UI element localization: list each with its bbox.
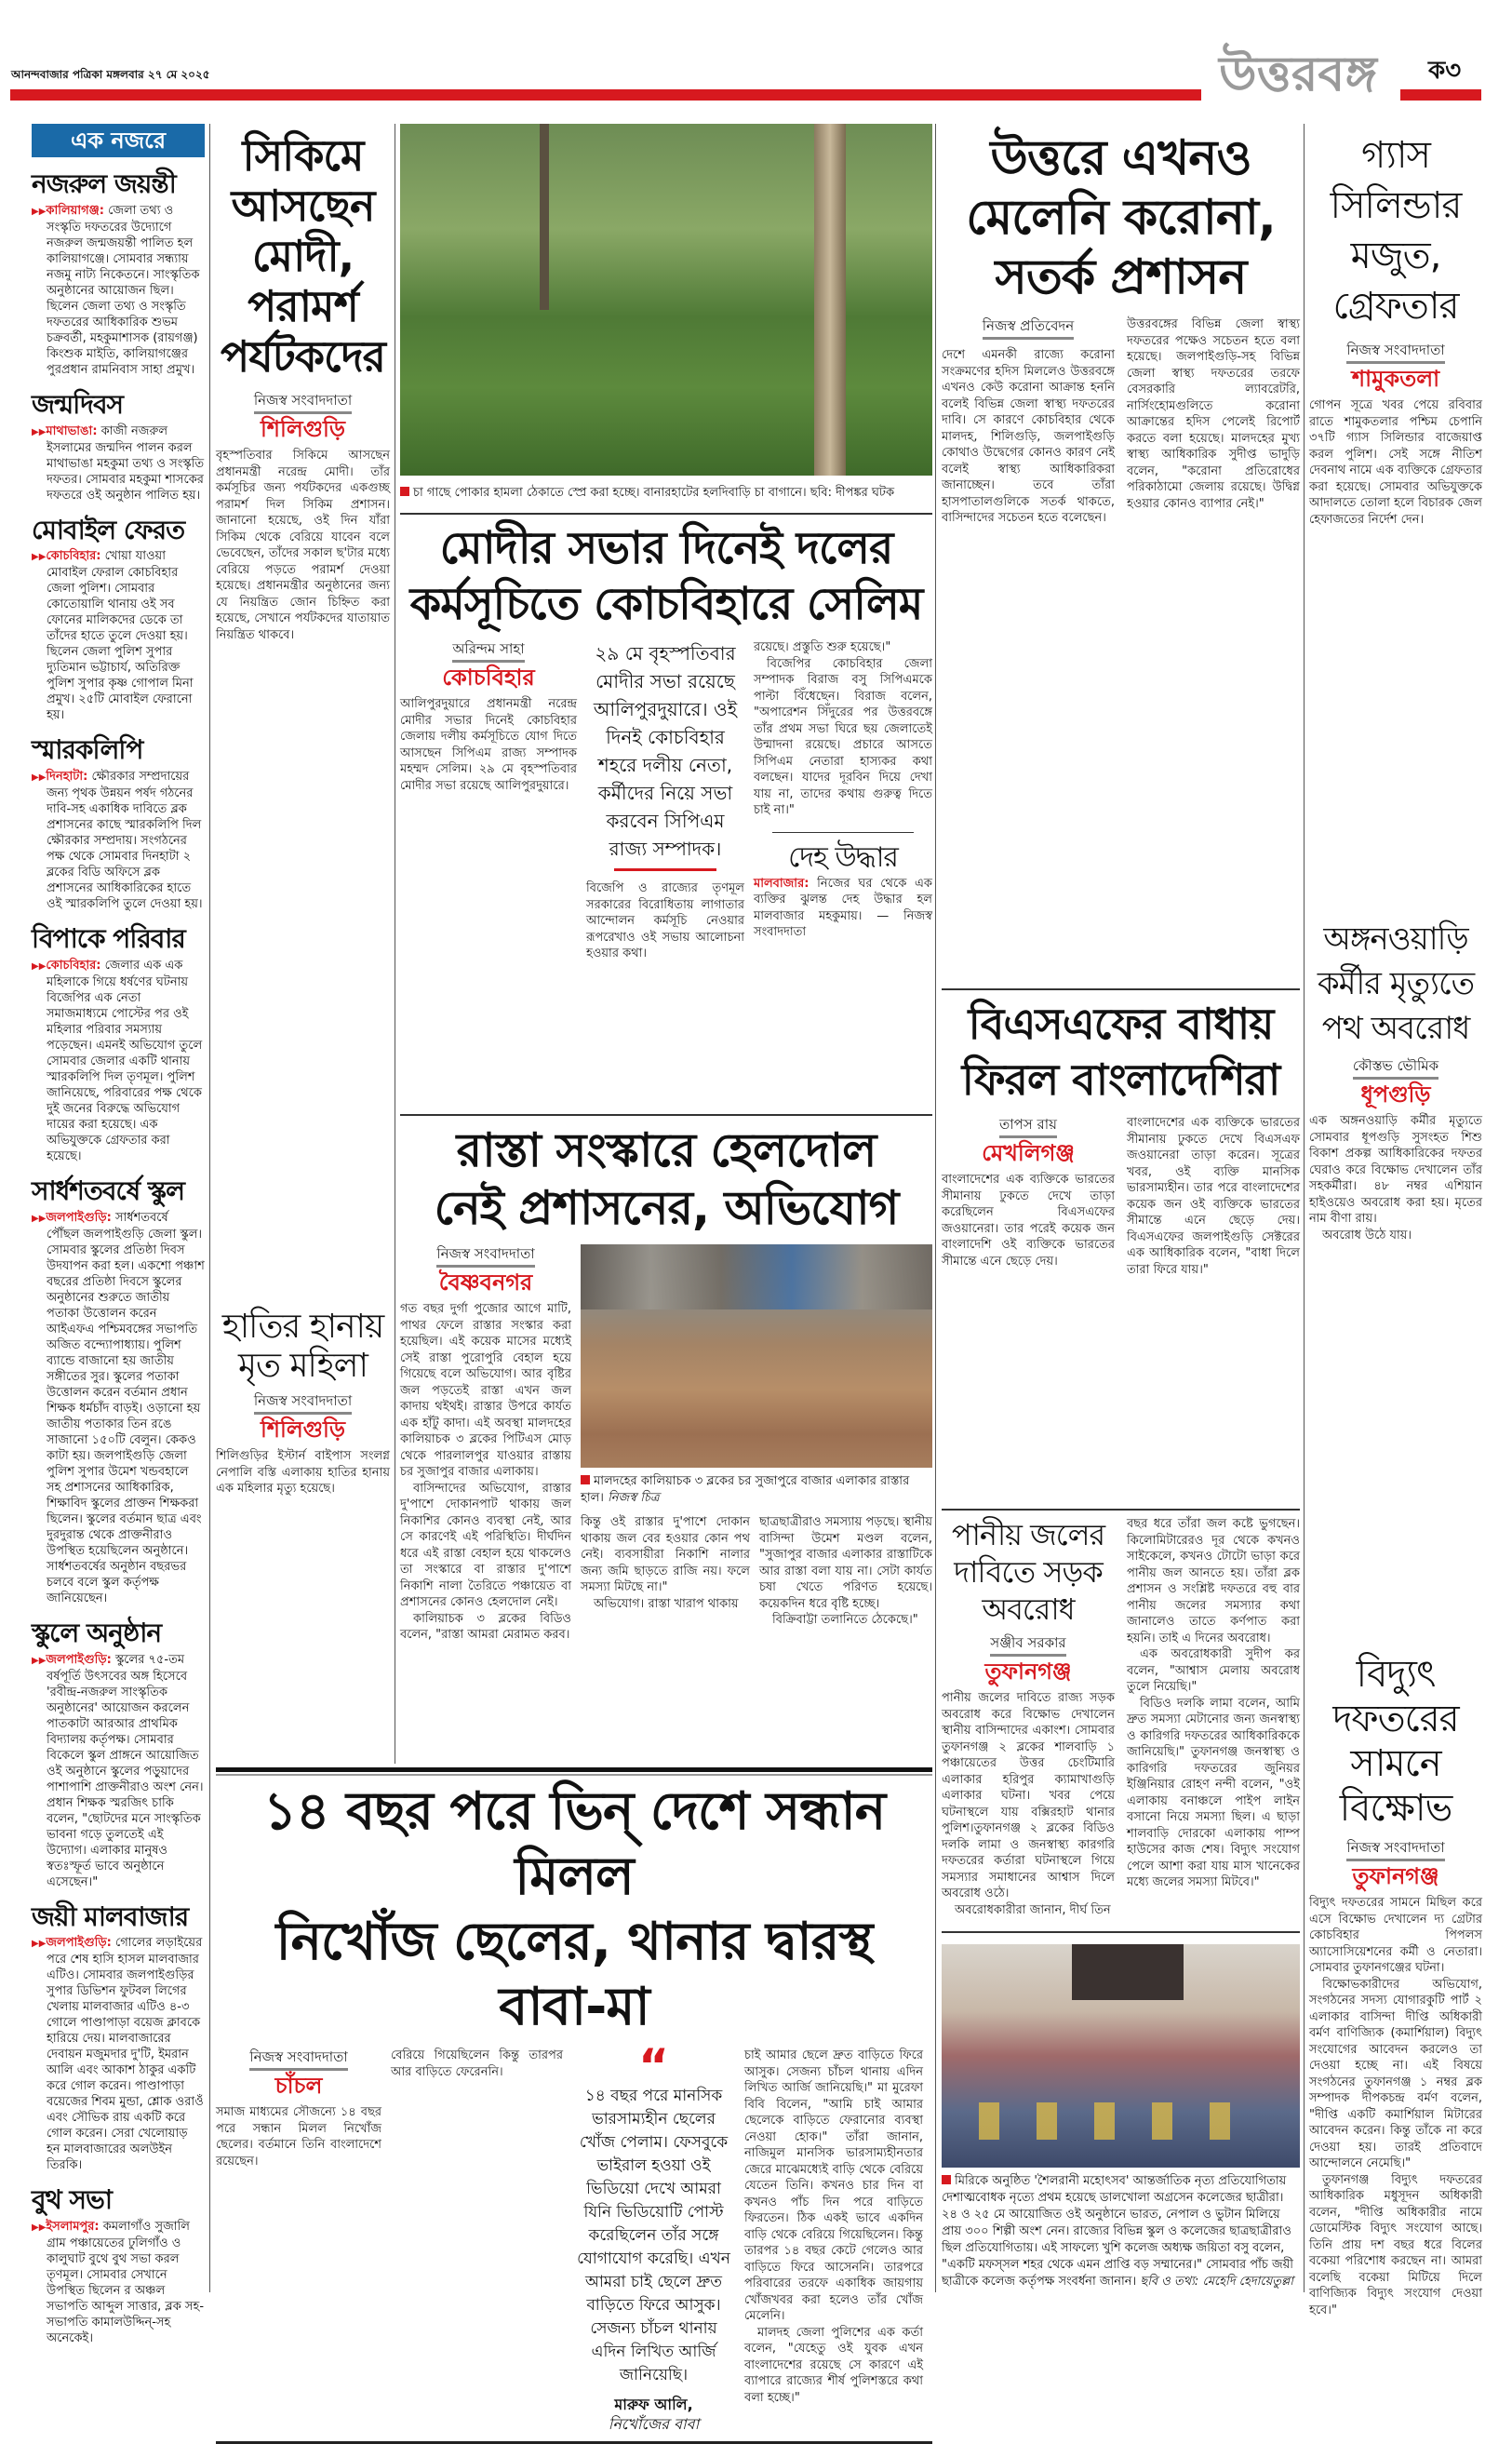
missing-col3 [572, 2039, 735, 2434]
modi-col2 [586, 639, 744, 962]
brief-title: নজরুল জয়ন্তী [32, 168, 176, 199]
water-body-col2: বছর ধরে তাঁরা জল কষ্টে ভুগছেন। কিলোমিটারেরও দূর থেকে কখনও সাইকেলে, কখনও টোটো ভাড়া করে পানীয় জল আনতে হয়। তাঁরা ব্লক প্রশাসন ও সংশ্লিষ্ট দফতরে বহু বার পানীয় জলের সমস্যার কথা জানালেও তাতে কর্ণপাত করা হয়নি। তাই এ দিনের অবরোধ। এক অবরোধকারী সুদীপ কর বলেন, "আশ্বাস মেলায় অবরোধ তুলে নিয়েছি।" বিডিও দলকি লামা বলেন, আমি দ্রুত সমস্যা মেটানোর জন্য জনস্বাস্থ্য ও কারিগরি দফতরের আধিকারিককে জানিয়েছি।" তুফানগঞ্জ জনস্বাস্থ্য ও কারিগরি দফতরের জুনিয়র ইঞ্জিনিয়ার রোহণ নন্দী বলেন, "ওই এলাকায় বনাঞ্চলে পাইপ লাইন বসানো নিয়ে সমস্যা ছিল। এ ছাড়া শালবাড়ি দোরকো এলাকায় পাম্প হাউসের কাজ শেষ। বিদ্যুৎ সংযোগ পেলে আশা করা যায় মাস খানেকের মধ্যে জলের সমস্যা মিটবে।" [1127, 1517, 1300, 1889]
headline-corona: উত্তরে এখনও মেলেনি করোনা, সতর্ক প্রশাসন [966, 130, 1276, 305]
brief-body: গোলের লড়াইয়ের পরে শেষ হাসি হাসল মালবাজার এটিও। সোমবার জলপাইগুড়ির সুপার ডিভিশন ফুটবল লিগের খেলায় মালবাজার এটিও ৪-৩ গোলে পাণ্ডাপাড়া বয়েজ ক্লাবকে হারিয়ে দেয়। মালবাজারের দেবায়ন মজুমদার দু'টি, ইমরান আলি এবং আকাশ ঠাকুর একটি করে গোল করেন। পাণ্ডাপাড়া বয়েজের শিবম মুন্ডা, শ্লোক ওরাওঁ এবং সৌভিক রায় একটি করে গোল করেন। সেরা খেলোয়াড় হন মালবাজারের অলউইন তিরকি। [47, 1936, 204, 2173]
article-missing-son [216, 1767, 932, 2444]
modi-columns [400, 639, 932, 962]
bsf-body-col2: বাংলাদেশের এক ব্যক্তিকে ভারতের সীমানায় ঢুকতে দেখে বিএসএফ জওয়ানেরা তাড়া করেন। সূত্রের খবর, ওই ব্যক্তি মানসিক ভারসাম্যহীন। তার পরে বাংলাদেশের কয়েক জন ওই ব্যক্তিকে ভারতের সীমান্তে এনে ছেড়ে দেয়। বিএসএফের জলপাইগুড়ি সেক্টরের এক আধিকারিক বলেন, "বাধা দিলে তারা ফিরে যায়।" [1127, 1116, 1300, 1277]
brief-title: স্মারকলিপি [32, 734, 143, 766]
brief-item [32, 1900, 205, 2174]
dateline-place: কোচবিহার [442, 665, 535, 691]
byline: নিজস্ব প্রতিবেদন [942, 316, 1115, 340]
shelf [1072, 1944, 1184, 2000]
article-bsf [942, 996, 1300, 1503]
section-rule [942, 1931, 1300, 1933]
corona-body-col1: দেশে এমনকী রাজ্যে করোনা সংক্রমণের হদিস মিললেও উত্তরবঙ্গে এখনও কেউ করোনা আক্রান্ত হননি বলেই বিভিন্ন জেলা স্বাস্থ্য দফতরের দাবি। সে কারণে কোচবিহার থেকে মালদহ, শিলিগুড়ি, জলপাইগুড়ি কোথাও উদ্বেগের কোনও কারণ নেই বলেই স্বাস্থ্য আধিকারিকরা জানাচ্ছেন। তবে তাঁরা হাসপাতালগুলিকে সতর্ক থাকতে, বাসিন্দাদের সচেতন হতে বলেছেন। [942, 348, 1115, 525]
headline: হাতির হানায় মৃত মহিলা [221, 1308, 384, 1385]
road-lower-columns [581, 1514, 932, 1629]
article-body: শিলিগুড়ির ইস্টার্ন বাইপাস সংলগ্ন নেপালি বস্তি এলাকায় হাতির হানায় এক মহিলার মৃত্যু হয়েছে। [216, 1449, 390, 1496]
brief-text [32, 423, 205, 504]
caption-marker-icon [581, 1475, 590, 1484]
brief-item [32, 388, 205, 504]
headline-road: রাস্তা সংস্কারে হেলদোল নেই প্রশাসনের, অভিযোগ [434, 1123, 899, 1235]
dateline-place: শিলিগুড়ি [260, 1417, 346, 1443]
gas-body: গোপন সূত্রে খবর পেয়ে রবিবার রাতে শামুকতলার পশ্চিম চেপানি ৩৭টি গ্যাস সিলিন্ডার বাজেয়াপ্ত করল পুলিশ। সেই সঙ্গে নীতিশ দেবনাথ নামে এক ব্যক্তিকে গ্রেফতার করা হয়েছে। সোমবার অভিযুক্তকে আদালতে তোলা হলে বিচারক জেল হেফাজতের নির্দেশ দেন। [1309, 398, 1482, 527]
caption-marker-icon [400, 487, 409, 496]
missing-body-col2: বেরিয়ে গিয়েছিলেন কিন্তু তারপর আর বাড়িতে ফেরেননি। [391, 2048, 563, 2079]
brief-place: কোচবিহার: [46, 958, 101, 973]
road-col1 [400, 1244, 571, 1644]
brief-place: কালিয়াগঞ্জ: [46, 203, 104, 218]
photo-caption: চা গাছে পোকার হামলা ঠেকাতে স্প্রে করা হচ্ছে। বানারহাটের হলদিবাড়ি চা বাগানে। ছবি: দীপঙ্কর ঘটক [400, 485, 932, 502]
quote-mark-icon: “ [638, 2039, 669, 2093]
section-rule-thin [216, 1774, 932, 1776]
modi-body-col3: রয়েছে। প্রস্তুতি শুরু হয়েছে।" বিজেপির কোচবিহার জেলা সম্পাদক বিরাজ বসু সিপিএমকে পাল্টা বিঁধেছেন। বিরাজ বলেন, "অপারেশন সিঁদুরের পর উত্তরবঙ্গে তাঁর প্রথম সভা ঘিরে ছয় জেলাতেই উন্মাদনা রয়েছে। প্রচারে আসতে সিপিএম নেতারা হাস্যকর কথা বলছেন। যাদের দূরবিন দিয়ে দেখা যায় না, তাদের কথায় গুরুত্ব দিতে চাই না।" [754, 640, 932, 817]
brief-body: জেলার এক এক মহিলাকে গিয়ে ধর্ষণের ঘটনায় বিজেপির এক নেতা সমাজমাধ্যমে পোস্টের পর ওই মহিলার পরিবার সমস্যায় পড়েছেন। এমনই অভিযোগ তুলে সোমবার জেলার একটি থানায় স্মারকলিপি দিল তৃণমূল। পুলিশ জানিয়েছে, পরিবারের পক্ষ থেকে দুই জনের বিরুদ্ধে অভিযোগ দায়ের করা হয়েছে। এক অভিযুক্তকে গ্রেফতার করা হয়েছে। [47, 958, 203, 1163]
water-body-col1: পানীয় জলের দাবিতে রাজ্য সড়ক অবরোধ করে বিক্ষোভ দেখালেন স্থানীয় বাসিন্দাদের একাংশ। সোমবার তুফানগঞ্জ ২ ব্লকের শালবাড়ি ১ পঞ্চায়েতের উত্তর চেংটিমারি এলাকার হরিপুর ক্যামাখাগুড়ি এলাকার ঘটনা। খবর পেয়ে ঘটনাস্থলে যায় বক্সিরহাট থানার পুলিশ।তুফানগঞ্জ ২ ব্লকের বিডিও দলকি লামা ও জনস্বাস্থ্য কারগরি দফতরের কর্তারা ঘটনাস্থলে গিয়ে সমস্যার সমাধানের আশ্বাস দিলে অবরোধ ওঠে। অবরোধকারীরা জানান, দীর্ঘ তিন [942, 1691, 1115, 1917]
section-title: উত্তরবঙ্গ [1219, 47, 1377, 102]
brief-item [32, 1177, 205, 1606]
left-mid-region [216, 124, 932, 2444]
article-sikkim [216, 130, 390, 1308]
double-arrow-icon: ▶▶ [32, 2222, 47, 2234]
byline: নিজস্ব সংবাদদাতা [1309, 341, 1482, 364]
bsf-col1 [942, 1115, 1115, 1269]
brief-body: কাজী নজরুল ইসলামের জন্মদিন পালন করল মাথাভাঙা মহকুমা তথ্য ও সংস্কৃতি দফতর। সোমবার মহকুমা শাসকের দফতরে ওই অনুষ্ঠান পালিত হয়। [47, 423, 205, 503]
trophies [979, 2102, 1258, 2140]
headline: সিকিমে আসছেন মোদী, পরামর্শ পর্যটকদের [221, 130, 385, 382]
article-electricity [1309, 1652, 1482, 2318]
middle-column [400, 124, 932, 1764]
corona-body-col2: উত্তরবঙ্গের বিভিন্ন জেলা স্বাস্থ্য দফতরের পক্ষেও সচেতন হতে বলা হয়েছে। জলপাইগুড়ি-সহ বিভিন্ন জেলা স্বাস্থ্য দফতরের তরফে বেসরকারি ল্যাবরেটরি, নার্সিংহোমগুলিতে করোনা আক্রান্তের হদিস পেলেই রিপোর্ট করতে বলা হয়েছে। মালদহের মুখ্য স্বাস্থ্য আধিকারিক সুদীপ্ত ভাদুড়ি বলেন, "করোনা প্রতিরোধের পরিকাঠামো জেলায় রয়েছে। উদ্বিগ্ন হওয়ার কোনও ব্যাপার নেই।" [1127, 317, 1300, 511]
caption-marker-icon [942, 2175, 951, 2184]
brief-item [32, 514, 205, 724]
brief-body: জেলা তথ্য ও সংস্কৃতি দফতরের উদ্যোগে নজরুল জন্মজয়ন্তী পালিত হল কালিয়াগঞ্জে। সোমবার সন্ধ্যায় নজমু নাট্য নিকেতনে। সাংস্কৃতিক অনুষ্ঠানের আয়োজন ছিল। ছিলেন জেলা তথ্য ও সংস্কৃতি দফতরের আধিকারিক শুভম চক্রবর্তী, মহকুমাশাসক (রায়গঞ্জ) কিংশুক মাইতি, কালিয়াগঞ্জের পুরপ্রধান রামনিবাস সাহা প্রমুখ। [47, 203, 200, 377]
tea-garden-photo [400, 124, 932, 476]
brief-place: জলপাইগুড়ি: [46, 1210, 112, 1225]
dateline-place: বৈষ্ণবনগর [438, 1269, 533, 1296]
headline-gas: গ্যাস সিলিন্ডার মজুত, গ্রেফতার [1330, 134, 1462, 328]
article-gas [1309, 130, 1482, 917]
double-arrow-icon: ▶▶ [32, 426, 47, 437]
missing-columns [216, 2039, 932, 2434]
dance-photo-caption: মিরিকে অনুষ্ঠিত 'শৈলরানী মহোৎসব' আন্তর্জাতিক নৃত্য প্রতিযোগিতায় দেশাত্মবোধক নৃত্যে প্রথম হয়েছে ডালখোলা অগ্রসেন কলেজের ছাত্রীরা। ২৪ ও ২৫ মে আয়োজিত ওই অনুষ্ঠানে ভারত, নেপাল ও ভুটান মিলিয়ে প্রায় ৩০০ শিল্পী অংশ নেন। রাজ্যের বিভিন্ন স্কুল ও কলেজের ছাত্রছাত্রীরাও ছিল প্রতিযোগিতায়। এই সাফল্যে খুশি কলেজ অধ্যক্ষ জয়িতা বসু বলেন, "একটি মফস্‌সল শহর থেকে এমন প্রাপ্তি বড় সম্মানের।" সোমবার পাঁচ জয়ী ছাত্রীকে কলেজ কর্তৃপক্ষ সংবর্ধনা জানান। ছবি ও তথ্য: মেহেদি হেদায়েতুল্লা [942, 2174, 1294, 2289]
bsf-body-col1: বাংলাদেশের এক ব্যক্তিকে ভারতের সীমানায় ঢুকতে দেখে তাড়া করেছিলেন বিএসএফের জওয়ানেরা। তার পরেই কয়েক জন বাংলাদেশি ওই ব্যক্তিকে ভারতের সীমান্তে এনে ছেড়ে দেয়। [942, 1173, 1115, 1269]
right-column [1309, 130, 1482, 2318]
brief-place: মাথাভাঙা: [46, 423, 98, 438]
headline-electricity: বিদ্যুৎ দফতরের সামনে বিক্ষোভ [1332, 1653, 1459, 1830]
dateline-place: ধূপগুড়ি [1360, 1081, 1431, 1108]
masthead [0, 0, 1512, 121]
page-number: ক৩ [1428, 57, 1462, 85]
headline-water: পানীয় জলের দাবিতে সড়ক অবরোধ [951, 1517, 1105, 1627]
anganwadi-body: এক অঙ্গনওয়াড়ি কর্মীর মৃত্যুতে সোমবার ধূপগুড়ি সুসংহত শিশু বিকাশ প্রকল্প আধিকারিকের দফতর ঘেরাও করে বিক্ষোভ দেখালেন তাঁর সহকর্মীরা। ৪৮ নম্বর এশিয়ান হাইওয়েও অবরোধ করা হয়। মৃতের নাম বীণা রায়। অবরোধ উঠে যায়। [1309, 1114, 1482, 1242]
ek-nojore-column [32, 124, 205, 2346]
byline: কৌস্তভ ভৌমিক [1309, 1056, 1482, 1080]
headline-body-found: দেহ উদ্ধার [788, 840, 898, 874]
brief-item [32, 925, 205, 1164]
road-columns [400, 1244, 932, 1644]
article-corona [942, 128, 1300, 983]
byline: নিজস্ব সংবাদদাতা [216, 391, 390, 414]
section-rule [400, 513, 932, 515]
section-rule-thick [216, 1767, 932, 1772]
brief-item [32, 170, 205, 378]
article-body: বৃহস্পতিবার সিকিমে আসছেন প্রধানমন্ত্রী নরেন্দ্র মোদী। তাঁর কর্মসূচির জন্য পর্যটকদের একগুচ্ছ পরামর্শ দিল সিকিম প্রশাসন। জানানো হয়েছে, ওই দিন যাঁরা সিকিম থেকে বেরিয়ে যাবেন বলে ভেবেছেন, তাঁদের সকাল ছ'টার মধ্যে বেরিয়ে পড়তে পরামর্শ দেওয়া হয়েছে। প্রধানমন্ত্রীর অনুষ্ঠানের জন্য যে নিয়ন্ত্রিত জোন চিহ্নিত করা হয়েছে, সেখানে পর্যটকদের যাতায়াত নিয়ন্ত্রিত থাকবে। [216, 449, 390, 642]
corona-col1 [942, 316, 1115, 527]
brief-text [32, 958, 205, 1164]
byline: নিজস্ব সংবাদদাতা [400, 1244, 571, 1268]
headline-anganwadi: অঙ্গনওয়াড়ি কর্মীর মৃত্যুতে পথ অবরোধ [1317, 920, 1475, 1047]
quote-attribution: মারুফ আলি, নিখোঁজের বাবা [608, 2396, 700, 2433]
road-photo-caption: মালদহের কালিয়াচক ৩ ব্লকের চর সুজাপুরে বাজার এলাকার রাস্তার হাল। নিজস্ব চিত্র [581, 1474, 910, 1505]
tree-trunk [814, 124, 846, 476]
brief-place: ইসলামপুর: [46, 2220, 100, 2235]
double-arrow-icon: ▶▶ [32, 1655, 47, 1666]
brief-text [32, 769, 205, 912]
missing-col1 [216, 2048, 381, 2169]
road-body-col3: ছাত্রছাত্রীরাও সমস্যায় পড়ছে। স্থানীয় বাসিন্দা উমেশ মণ্ডল বলেন, "সুজাপুর বাজার এলাকার রাস্তাটিকে আর রাস্তা বলা যায় না। সেটা কার্যত চষা খেতে পরিণত হয়েছে। কয়েকদিন ধরে বৃষ্টি হচ্ছে। বিক্রিবাট্টা তলানিতে ঠেকেছে।" [759, 1515, 932, 1627]
road-photo [581, 1244, 932, 1468]
shop-fronts [581, 1244, 932, 1309]
electricity-body: বিদ্যুৎ দফতরের সামনে মিছিল করে এসে বিক্ষোভ দেখালেন দ্য গ্রেটার কোচবিহার পিপলস অ্যাসোসিয়েশনের কর্মী ও নেতারা। সোমবার তুফানগঞ্জের ঘটনা। বিক্ষোভকারীদের অভিযোগ, সংগঠনের সদস্য যোগারকুটি পার্ট ২ এলাকার বাসিন্দা দীপ্তি অধিকারী বর্মণ বাণিজ্যিক (কমার্শিয়াল) বিদ্যুৎ সংযোগের আবেদন করলেও তা দেওয়া হচ্ছে না। এই বিষয়ে সংগঠনের তুফানগঞ্জ ১ নম্বর ব্লক সম্পাদক দীপকচন্দ্র বর্মণ বলেন, "দীপ্তি একটি কমার্শিয়াল মিটারের আবেদন করেন। কিন্তু তাঁকে না করে দেওয়া হয়। তারই প্রতিবাদে আন্দোলনে নেমেছি।" তুফানগঞ্জ বিদ্যুৎ দফতরের আধিকারিক মধুসূদন অধিকারী বলেন, "দীপ্তি অধিকারীর নামে ডোমেস্টিক বিদ্যুৎ সংযোগ আছে। তিনি প্রায় দশ বছর ধরে বিলের বকেয়া পরিশোধ করছেন না। আমরা বলেছি বকেয়া মিটিয়ে দিলে বাণিজ্যিক বিদ্যুৎ সংযোগ দেওয়া হবে।" [1309, 1896, 1482, 2317]
brief-list [32, 170, 205, 2346]
section-rule [942, 1509, 1300, 1511]
brief-body: খোয়া যাওয়া মোবাইল ফেরাল কোচবিহার জেলা পুলিশ। সোমবার কোতোয়ালি থানায় ওই সব ফোনের মালিকদের ডেকে তা তাঁদের হাতে তুলে দেওয়া হয়। ছিলেন জেলা পুলিশ সুপার দ্যুতিমান ভট্টাচার্য, অতিরিক্ত পুলিশ সুপার কৃষ্ণ গোপাল মিনা প্রমুখ। ২৫টি মোবাইল ফেরানো হয়। [47, 549, 194, 723]
brief-text [32, 203, 205, 378]
road-body-col1: গত বছর দুর্গা পুজোর আগে মাটি, পাথর ফেলে রাস্তার সংস্কার করা হয়েছিল। এই কয়েক মাসের মধ্যেই সেই রাস্তা পুরোপুরি বেহাল হয়ে গিয়েছে বলে অভিযোগ। আর বৃষ্টির জল পড়তেই রাস্তা এখন জল কাদায় থইথই। রাস্তার উপরে কার্যত এক হাঁটু কাদা। এই অবস্থা মালদহের কালিয়াচক ৩ ব্লকের পিটিএস মোড় থেকে পারলালপুর যাওয়ার রাস্তায় চর সুজাপুর বাজার এলাকায়। বাসিন্দাদের অভিযোগ, রাস্তার দু'পাশে দোকানপাট থাকায় জল নিকাশির কোনও ব্যবস্থা নেই, আর সে কারণেই এই পরিস্থিতি। দীর্ঘদিন ধরে এই রাস্তা বেহাল হয়ে থাকলেও তা সংস্কারে বা রাস্তার দু'পাশে নিকাশি নালা তৈরিতে পঞ্চায়েত বা প্রশাসনের কোনও হেলদোল নেই। কালিয়াচক ৩ ব্লকের বিডিও বলেন, "রাস্তা আমরা মেরামত করব। [400, 1302, 571, 1642]
article-anganwadi [1309, 917, 1482, 1652]
water-col1 [942, 1516, 1115, 1918]
byline: সঞ্জীব সরকার [942, 1633, 1115, 1657]
brief-text [32, 2219, 205, 2346]
double-arrow-icon: ▶▶ [32, 1939, 47, 1950]
article-road [400, 1121, 932, 1764]
missing-body-col1: সমাজ মাধ্যমের সৌজন্যে ১৪ বছর পরে সন্ধান মিলল নিখোঁজ ছেলের। বর্তমানে তিনি বাংলাদেশে রয়েছেন। [216, 2105, 381, 2169]
brief-item [32, 1619, 205, 1890]
brief-title: বুথ সভা [32, 2184, 112, 2216]
brief-title: সার্ধশতবর্ষে স্কুল [32, 1175, 184, 1206]
corona-columns [942, 316, 1300, 527]
brief-title: বিপাকে পরিবার [32, 923, 185, 955]
brief-title: স্কুলে অনুষ্ঠান [32, 1617, 162, 1648]
modi-body-col2: বিজেপি ও রাজ্যের তৃণমূল সরকারের বিরোধিতায় লাগাতার আন্দোলন কর্মসূচি নেওয়ার রূপরেখাও ওই সভায় আলোচনা হওয়ার কথা। [586, 881, 744, 960]
bsf-columns [942, 1115, 1300, 1278]
sidebar-title: এক নজরে [32, 124, 205, 157]
dateline-place: তুফানগঞ্জ [984, 1658, 1072, 1685]
headline-bsf: বিএসএফের বাধায় ফিরল বাংলাদেশিরা [961, 999, 1280, 1105]
byline: তাপস রায় [942, 1115, 1115, 1138]
double-arrow-icon: ▶▶ [32, 206, 47, 217]
brief-place: দিনহাটা: [46, 770, 88, 785]
brief-body: কমলাগাঁও সুজালি গ্রাম পঞ্চায়েতের ঢুলিগাঁও ও কালুঘাট বুথে বুথ সভা করল তৃণমূল। সোমবার সেখানে উপস্থিত ছিলেন র অঞ্চল সভাপতি আব্দুল সাত্তার, ব্লক সহ-সভাপতি কামালউদ্দিন্-সহ অনেকেই। [47, 2220, 205, 2346]
dateline-place: তুফানগঞ্জ [1352, 1863, 1439, 1889]
tree-trunk [540, 124, 549, 310]
dance-winners-photo [942, 1944, 1300, 2168]
body-found-text: মালবাজার: নিজের ঘর থেকে এক ব্যক্তির ঝুলন্ত দেহ উদ্ধার হল মালবাজার মহকুমায়। — নিজস্ব সংবাদদাতা [754, 876, 932, 939]
dateline-place: মেখলিগঞ্জ [982, 1140, 1075, 1166]
double-arrow-icon: ▶▶ [32, 1213, 47, 1224]
byline: নিজস্ব সংবাদদাতা [1309, 1838, 1482, 1861]
road-right [581, 1244, 932, 1629]
section-rule [400, 1114, 932, 1116]
section-rule [942, 988, 1300, 990]
red-bar-left [10, 89, 1201, 101]
missing-pull-quote: ১৪ বছর পরে মানসিক ভারসাম্যহীন ছেলের খোঁজ পেলাম। ফেসবুকে ভাইরাল হওয়া ওই ভিডিয়ো দেখে আমরা যিনি ভিডিয়োটি পোস্ট করেছিলেন তাঁর সঙ্গে যোগাযোগ করেছি। এখন আমরা চাই ছেলে দ্রুত বাড়িতে ফিরে আসুক। সেজন্য চাঁচল থানায় এদিন লিখিত আর্জি জানিয়েছি। [577, 2087, 730, 2384]
brief-text [32, 1210, 205, 1606]
dateline-place: শিলিগুড়ি [260, 416, 346, 442]
column-2 [216, 124, 390, 1497]
modi-col3 [754, 639, 932, 941]
brief-body: স্কুলের ৭৫-তম বর্ষপূর্তি উৎসবের অঙ্গ হিসেবে 'রবীন্দ্র-নজরুল সাংস্কৃতিক অনুষ্ঠানের' আয়োজন করলেন পাতকাটা আরআর প্রাথমিক বিদ্যালয় কর্তৃপক্ষ। সোমবার বিকেলে স্কুল প্রাঙ্গনে আয়োজিত ওই অনুষ্ঠানে স্কুলের পড়ুয়াদের পাশাপাশি প্রাক্তনীরাও অংশ নেন। প্রধান শিক্ষক স্মরজিৎ চাকি বলেন, "ছোটদের মনে সাংস্কৃতিক ভাবনা গড়ে তুলতেই এই উদ্যোগ। এলাকার মানুষও স্বতঃস্ফূর্ত ভাবে অনুষ্ঠানে এসেছেন।" [47, 1652, 204, 1889]
headline-modi-rally: মোদীর সভার দিনেই দলের কর্মসূচিতে কোচবিহারে সেলিম [409, 522, 923, 630]
byline: নিজস্ব সংবাদদাতা [216, 1391, 390, 1415]
byline: অরিন্দম সাহা [400, 639, 577, 663]
right-mid-column [942, 128, 1300, 2290]
upper-row [216, 124, 932, 1764]
modi-body-col1: আলিপুরদুয়ারে প্রধানমন্ত্রী নরেন্দ্র মোদীর সভার দিনেই কোচবিহার জেলায় দলীয় কর্মসূচিতে যোগ দিতে আসছেন সিপিএম রাজ্য সম্পাদক মহম্মদ সেলিম। ২৯ মে বৃহস্পতিবার মোদীর সভা রয়েছে আলিপুরদুয়ারে। [400, 697, 577, 793]
article-modi-rally [400, 520, 932, 1108]
brief-text [32, 548, 205, 723]
double-arrow-icon: ▶▶ [32, 552, 47, 563]
double-arrow-icon: ▶▶ [32, 772, 47, 784]
brief-title: জয়ী মালবাজার [32, 1900, 189, 1932]
column-divider [935, 124, 936, 2292]
brief-text [32, 1652, 205, 1890]
column-divider [1304, 124, 1305, 2292]
paper-date-line: আনন্দবাজার পত্রিকা মঙ্গলবার ২৭ মে ২০২৫ [11, 68, 210, 81]
rule [772, 832, 914, 833]
brief-place: জলপাইগুড়ি: [46, 1652, 112, 1667]
brief-body: ক্ষৌরকার সম্প্রদায়ের জন্য পৃথক উন্নয়ন পর্ষদ গঠনের দাবি-সহ একাধিক দাবিতে ব্লক প্রশাসনের কাছে স্মারকলিপি দিল ক্ষৌরকার সম্প্রদায়। সংগঠনের পক্ষ থেকে সোমবার দিনহাটা ২ ব্লকের বিডি অফিসে ব্লক প্রশাসনের আধিকারিকের হাতে ওই স্মারকলিপি তুলে দেওয়া হয়। [47, 770, 203, 912]
column-divider [209, 124, 210, 2292]
brief-item [32, 736, 205, 912]
brief-item [32, 2186, 205, 2346]
modi-col1 [400, 639, 577, 794]
brief-title: জন্মদিবস [32, 388, 124, 420]
dateline-place: চাঁচল [274, 2073, 323, 2099]
missing-body-col4: চাই আমার ছেলে দ্রুত বাড়িতে ফিরে আসুক। সেজন্য চাঁচল থানায় এদিন লিখিত আর্জি জানিয়েছি।" মা মুরেফা বিবি বিলেন, "আমি চাই আমার ছেলেকে বাড়িতে ফেরানোর ব্যবস্থা নেওয়া হোক।" তাঁরা জানান, নাজিমুল মানসিক ভারসাম্যহীনতার জেরে মাঝেমধ্যেই বাড়ি থেকে বেরিয়ে যেতেন তিনি। কখনও চার দিন বা কখনও পাঁচ দিন পরে বাড়িতে ফিরতেন। ঠিক একই ভাবে একদিন বাড়ি থেকে বেরিয়ে গিয়েছিলেন। কিন্তু তারপর ১৪ বছর কেটে গেলেও আর বাড়িতে ফিরে আসেননি। তারপরে পরিবারের তরফে একাধিক জায়গায় খোঁজখবর করা হলেও তাঁর খোঁজ মেলেনি। মালদহ জেলা পুলিশের এক কর্তা বলেন, "যেহেতু ওই যুবক এখন বাংলাদেশের রয়েছে সে কারণে এই ব্যাপারে রাজ্যের শীর্ষ পুলিশস্তরে কথা বলা হচ্ছে।" [744, 2048, 923, 2405]
article-elephant [216, 1308, 390, 1497]
double-arrow-icon: ▶▶ [32, 960, 47, 972]
modi-pull-quote: ২৯ মে বৃহস্পতিবার মোদীর সভা রয়েছে আলিপুরদুয়ারে। ওই দিনই কোচবিহার শহরে দলীয় নেতা, কর্মীদের নিয়ে সভা করবেন সিপিএম রাজ্য সম্পাদক। [593, 642, 738, 860]
pull-quote-underline [614, 868, 716, 871]
brief-title: মোবাইল ফেরত [32, 514, 185, 545]
article-water [942, 1516, 1300, 1926]
byline: নিজস্ব সংবাদদাতা [216, 2048, 381, 2071]
dateline-place: শামুকতলা [1351, 366, 1440, 392]
brief-place: কোচবিহার: [46, 549, 101, 564]
headline-missing-son: ১৪ বছর পরে ভিন্ দেশে সন্ধান মিলল নিখোঁজ ছেলের, থানার দ্বারস্থ বাবা-মা [262, 1781, 886, 2037]
road-body-col2: কিন্তু ওই রাস্তার দু'পাশে দোকান থাকায় জল বের হওয়ার কোন পথ নেই। ব্যবসায়ীরা নিকাশি নালার জন্য জমি ছাড়তে রাজি নয়। ফলে সমস্যা মিটছে না।" অভিযোগ। রাস্তা খারাপ থাকায় [581, 1515, 750, 1611]
brief-text [32, 1935, 205, 2173]
brief-body: সার্ধশতবর্ষে পৌঁছল জলপাইগুড়ি জেলা স্কুল। সোমবার স্কুলের প্রতিষ্ঠা দিবস উদযাপন করা হল। একশো পঞ্চাশ বছরের প্রতিষ্ঠা দিবসে স্কুলের অনুষ্ঠানের শুরুতে জাতীয় পতাকা উত্তোলন করেন আইএফএ পশ্চিমবঙ্গের সভাপতি অজিত বন্দ্যোপাধ্যায়। পুলিশ ব্যান্ডে বাজানো হয় জাতীয় সঙ্গীতের সুর। স্কুলের পতাকা উত্তোলন করেন বর্তমান প্রধান শিক্ষক ধর্মচাঁদ বাড়ই। ওড়ানো হয় জাতীয় পতাকার তিন রঙে সাজানো ১৫০টি বেলুন। কেকও কাটা হয়। জলপাইগুড়ি জেলা পুলিশ সুপার উমেশ খন্ডবহালে সহ প্রশাসনের আধিকারিক, শিক্ষাবিদ স্কুলের প্রাক্তন শিক্ষকরা ছিলেন। স্কুলের বর্তমান ছাত্র এবং দুরদুরান্ত থেকে প্রাক্তনীরাও উপস্থিত হয়েছিলেন অনুষ্ঠানে। সার্ধশতবর্ষের অনুষ্ঠান বছরভর চলবে বলে স্কুল কর্তৃপক্ষ জানিয়েছেন। [47, 1210, 205, 1605]
brief-place: জলপাইগুড়ি: [46, 1936, 112, 1951]
